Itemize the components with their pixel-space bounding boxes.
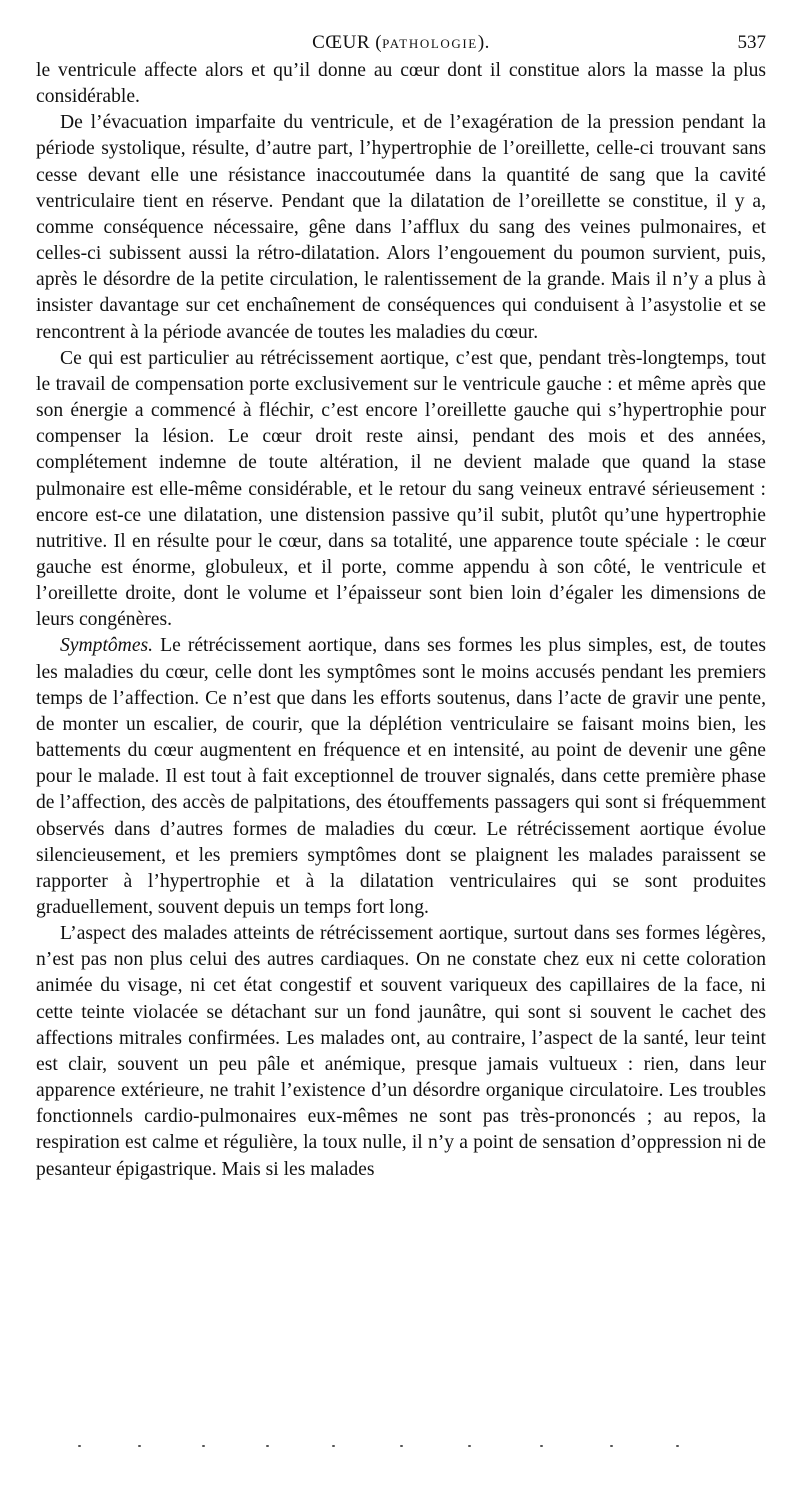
page-number: 537 — [737, 32, 766, 53]
paragraph-symptoms — [36, 633, 766, 921]
running-head-title — [36, 28, 766, 59]
paragraph-patient-appearance: L’aspect des malades atteints de rétrécissement aortique, surtout dans ses formes légères, n’est pas non plus celui des autres cardiaques. On ne constate chez eux ni cette coloration animée du visage, ni cet état congestif et souvent variqueux des capillaires de la face, ni cette teinte violacée se détachant sur un fond jaunâtre, qui sont si souvent le cachet des affections mitrales confirmées. Les malades ont, au contraire, l’aspect de la santé, leur teint est clair, souvent un peu pâle et anémique, presque jamais vultueux : rien, dans leur apparence extérieure, ne trahit l’existence d’un désordre organique circulatoire. Les troubles fonctionnels cardio-pulmonaires eux-mêmes ne sont pas très-prononcés ; au repos, la respiration est calme et régulière, la toux nulle, il n’y a point de sensation d’oppression ni de pesanteur épigastrique. Mais si les malades — [36, 923, 766, 1180]
running-head-smallcaps: PATHOLOGIE — [382, 36, 478, 51]
speckle-dot — [676, 1445, 679, 1447]
paragraph-aortic-stenosis-particularity: Ce qui est particulier au rétrécissement aortique, c’est que, pendant très-longtemps, tout le travail de compensation porte exclusivement sur le ventricule gauche : et même après que son énergie a commencé à fléchir, c’est encore l’oreillette gauche qui s’hypertrophie pour compenser la lésion. Le cœur droit reste ainsi, pendant des mois et des années, complétement indemne de toute altération, il ne devient malade que quand la stase pulmonaire est elle-même considérable, et le retour du sang veineux entravé sérieusement : encore est-ce une dilatation, une distension passive qu’il subit, plutôt qu’une hypertrophie nutritive. Il en résulte pour le cœur, dans sa totalité, une apparence toute spéciale : le cœur gauche est énorme, globuleux, et il porte, comme appendu à son côté, le ventricule et l’oreillette droite, dont le volume et l’épaisseur sont bien loin d’égaler les dimensions de leurs congénères. — [36, 347, 766, 631]
speckle-dot — [78, 1445, 81, 1447]
paragraph-atrial-hypertrophy: De l’évacuation imparfaite du ventricule, et de l’exagération de la pression pendant la période systolique, résulte, d’autre part, l’hypertrophie de l’oreillette, celle-ci trouvant sans cesse devant elle une résistance inaccoutumée dans la quantité de sang que la cavité ventriculaire tient en réserve. Pendant que la dilatation de l’oreillette se constitue, il y a, comme conséquence nécessaire, gêne dans l’afflux du sang des veines pulmonaires, et celles-ci subissent aussi la rétro-dilatation. Alors l’engouement du poumon survient, puis, après le désordre de la petite circulation, le ralentissement de la grande. Mais il n’y a plus à insister davantage sur cet enchaînement de conséquences qui conduisent à l’asystolie et se rencontrent à la période avancée de toutes les maladies du cœur. — [36, 112, 766, 343]
scan-speckle-row — [70, 1445, 710, 1451]
speckle-dot — [400, 1445, 403, 1447]
speckle-dot — [266, 1445, 269, 1447]
running-head-close-paren: ). — [477, 32, 490, 53]
running-head — [36, 28, 766, 58]
running-head-title-main: CŒUR — [312, 32, 371, 53]
body-text — [36, 58, 766, 1183]
running-head-open-paren: ( — [375, 32, 383, 53]
book-page — [36, 28, 766, 1183]
speckle-dot — [202, 1445, 205, 1447]
paragraph-symptoms-text: Le rétrécissement aortique, dans ses formes les plus simples, est, de toutes les maladies du cœur, celle dont les symptômes sont le moins accusés pendant les premiers temps de l’affection. Ce n’est que dans les efforts soutenus, dans l’acte de gravir une pente, de monter un escalier, de courir, que la déplétion ventriculaire se faisant moins bien, les battements du cœur augmentent en fréquence et en intensité, au point de devenir une gêne pour le malade. Il est tout à fait exceptionnel de trouver signalés, dans cette première phase de l’affection, des accès de palpitations, des étouffements passagers qui sont si fréquemment observés dans d’autres formes de maladies du cœur. Le rétrécissement aortique évolue silencieusement, et les premiers symptômes dont se plaignent les malades paraissent se rapporter à l’hypertrophie et à la dilatation ventriculaires qui se sont produites graduellement, souvent depuis un temps fort long. — [36, 635, 766, 918]
speckle-dot — [540, 1445, 543, 1447]
paragraph-continuation: le ventricule affecte alors et qu’il donne au cœur dont il constitue alors la masse la plus considérable. — [36, 60, 766, 108]
section-lead-symptoms: Symptômes. — [60, 635, 154, 657]
speckle-dot — [610, 1445, 613, 1447]
speckle-dot — [138, 1445, 141, 1447]
speckle-dot — [332, 1445, 335, 1447]
speckle-dot — [468, 1445, 471, 1447]
